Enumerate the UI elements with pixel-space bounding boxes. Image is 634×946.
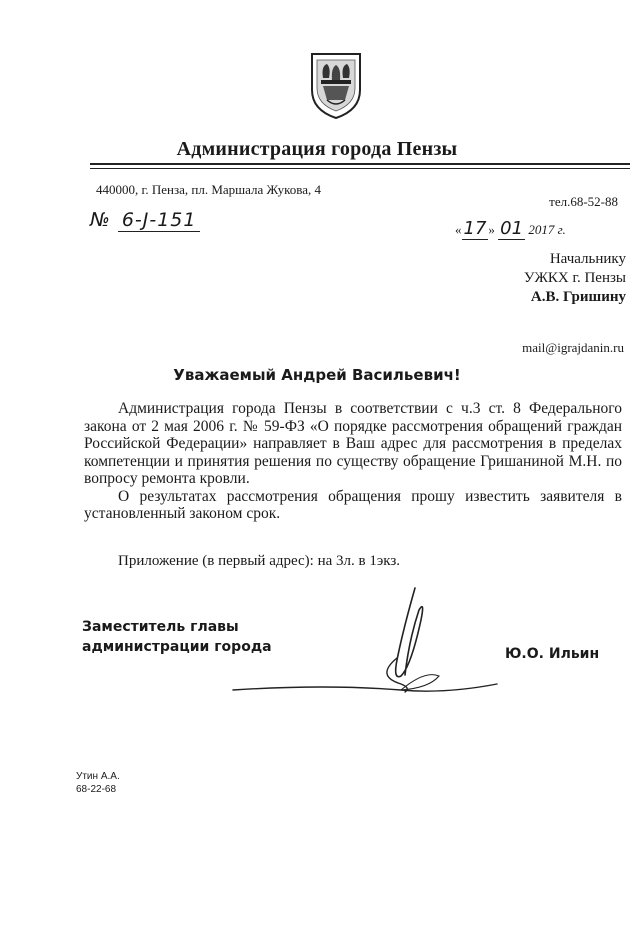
recipient-position: Начальнику: [549, 251, 626, 267]
header-rule-thick: [90, 163, 630, 165]
header-rule-thin: [90, 168, 630, 169]
number-sign: №: [90, 209, 111, 231]
recipient-organization: УЖКХ г. Пензы: [523, 270, 626, 286]
body-paragraph-1: Администрация города Пензы в соответствии с ч.3 ст. 8 Федерального закона от 2 мая 2006 г. № 59-ФЗ «О порядке рассмотрения обращений граждан Российской Федерации» направляет в Ваш адрес для рассмотрения в пределах компетенции и принятия решения по существу обращение Гришаниной М.Н. по вопросу ремонта кровли.: [84, 400, 622, 487]
organization-address: 440000, г. Пенза, пл. Маршала Жукова, 4: [96, 182, 321, 197]
recipient-name: А.В. Гришину: [530, 289, 626, 305]
executor-block: [76, 770, 120, 796]
recipient-block: [524, 250, 626, 307]
executor-phone: 68-22-68: [76, 784, 117, 795]
organization-phone: тел.68-52-88: [549, 194, 618, 209]
handwritten-signature: [225, 580, 505, 710]
signer-position-line2: администрации города: [82, 639, 272, 655]
body-paragraph-2: О результатах рассмотрения обращения прошу известить заявителя в установленный законом срок.: [84, 487, 622, 522]
attachment-note: Приложение (в первый адрес): на 3л. в 1экз.: [118, 553, 401, 569]
signer-name: Ю.О. Ильин: [505, 646, 600, 662]
organization-title: Администрация города Пензы: [176, 138, 458, 160]
executor-name: Утин А.А.: [76, 771, 120, 782]
letter-body: [84, 400, 622, 523]
date-month: 01: [500, 218, 524, 239]
letter-date: « 17 » 01 2017 г.: [455, 218, 566, 239]
source-email: mail@igrajdanin.ru: [522, 340, 624, 355]
salutation: Уважаемый Андрей Васильевич!: [173, 366, 461, 384]
date-year: 2017 г.: [528, 222, 566, 237]
registration-number: [90, 209, 200, 232]
date-day: 17: [463, 218, 487, 239]
registration-number-value: 6-Ј-151: [118, 209, 201, 232]
signer-position-line1: Заместитель главы: [82, 619, 239, 635]
coat-of-arms-emblem: [309, 50, 363, 120]
